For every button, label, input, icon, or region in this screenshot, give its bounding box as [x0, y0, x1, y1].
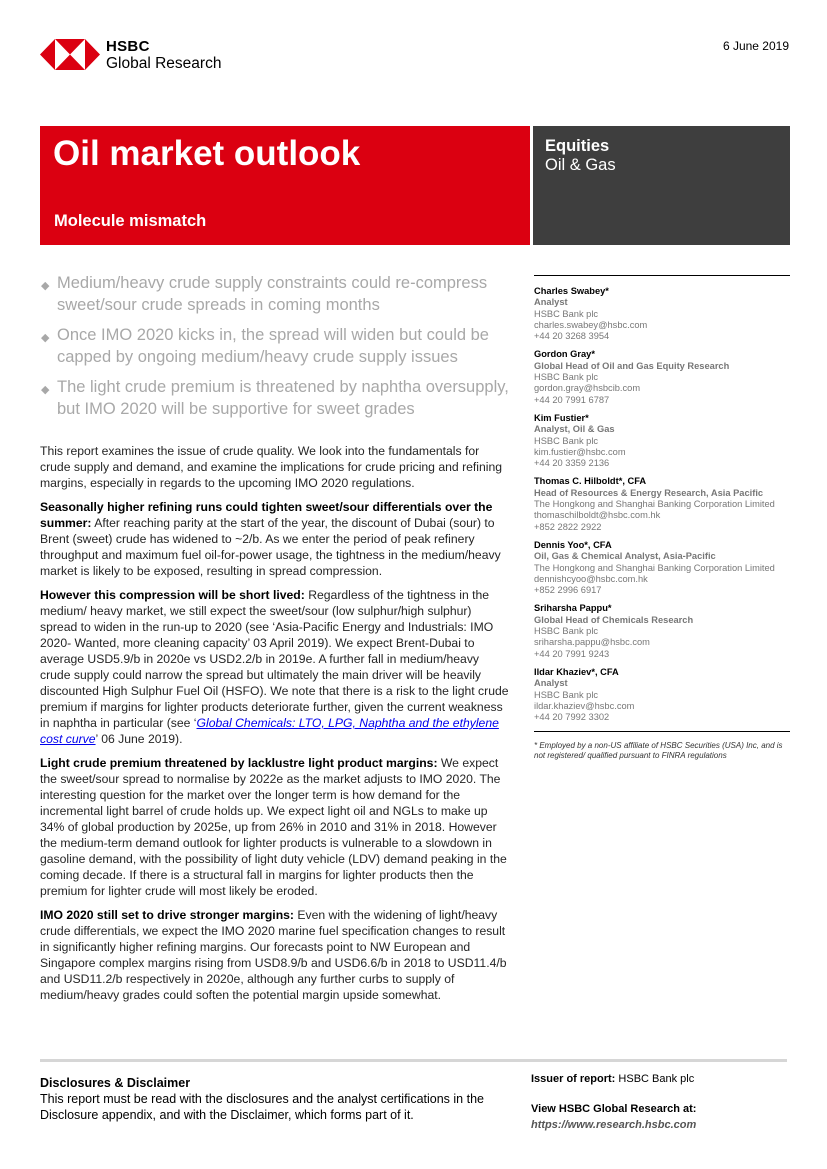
analyst-role: Oil, Gas & Chemical Analyst, Asia-Pacific: [534, 551, 716, 562]
analyst-entry: [534, 286, 790, 342]
diamond-bullet-icon: ◆: [41, 384, 50, 396]
analyst-name: Ildar Khaziev*, CFA: [534, 666, 619, 677]
analyst-entry: [534, 413, 790, 469]
analyst-name: Dennis Yoo*, CFA: [534, 539, 612, 550]
disclosures-block: [40, 1075, 520, 1123]
analyst-phone: +852 2822 2922: [534, 521, 602, 532]
analyst-org: HSBC Bank plc: [534, 435, 599, 446]
analyst-phone: +44 20 3359 2136: [534, 458, 610, 469]
title-banner: [40, 126, 530, 245]
hsbc-hexagon-icon: [40, 39, 100, 70]
analyst-email[interactable]: charles.swabey@hsbc.com: [534, 319, 648, 330]
report-title: Oil market outlook: [53, 134, 361, 173]
analyst-entry: [534, 667, 790, 723]
analyst-org: The Hongkong and Shanghai Banking Corporation Limited: [534, 499, 775, 510]
analyst-phone: +852 2996 6917: [534, 585, 602, 596]
disclosures-text: This report must be read with the disclosures and the analyst certifications in the Disclosure appendix, and with the Disclaimer, which forms part of it.: [40, 1092, 484, 1122]
brand-name: HSBC: [106, 38, 150, 55]
employment-footnote: * Employed by a non-US affiliate of HSBC Securities (USA) Inc, and is not registered/ qualified pursuant to FINRA regulations: [534, 731, 790, 761]
analyst-email[interactable]: sriharsha.pappu@hsbc.com: [534, 637, 650, 648]
analyst-org: HSBC Bank plc: [534, 308, 599, 319]
analyst-list: [534, 275, 790, 761]
analyst-role: Analyst: [534, 297, 568, 308]
brand-unit: Global Research: [106, 55, 222, 72]
report-subtitle: Molecule mismatch: [54, 212, 207, 230]
key-point: ◆ The light crude premium is threatened by naphtha oversupply, but IMO 2020 will be supportive for sweet grades: [41, 378, 509, 418]
analyst-name: Gordon Gray*: [534, 349, 595, 360]
analyst-org: HSBC Bank plc: [534, 372, 599, 383]
analyst-role: Global Head of Oil and Gas Equity Research: [534, 360, 730, 371]
intro-paragraph: This report examines the issue of crude quality. We look into the fundamentals for crude supply and demand, and examine the implications for crude pricing and refining margins, especially in regards to the upcoming IMO 2020 regulations.: [40, 444, 503, 490]
analyst-email[interactable]: ildar.khaziev@hsbc.com: [534, 700, 635, 711]
issuer-label: Issuer of report:: [531, 1073, 616, 1085]
sector-name: Oil & Gas: [545, 156, 616, 174]
analyst-name: Sriharsha Pappu*: [534, 603, 612, 614]
analyst-email[interactable]: dennishcyoo@hsbc.com.hk: [534, 573, 648, 584]
analyst-phone: +44 20 3268 3954: [534, 331, 610, 342]
analyst-name: Kim Fustier*: [534, 412, 589, 423]
issuer-line: [531, 1073, 694, 1085]
analyst-role: Global Head of Chemicals Research: [534, 614, 694, 625]
report-date: 6 June 2019: [722, 39, 789, 53]
analyst-email[interactable]: kim.fustier@hsbc.com: [534, 446, 626, 457]
key-point: ◆ Once IMO 2020 kicks in, the spread will widen but could be capped by ongoing medium/heavy crude supply issues: [41, 326, 489, 366]
footer-divider: [40, 1059, 787, 1062]
research-url-link[interactable]: https://www.research.hsbc.com: [531, 1119, 697, 1131]
hsbc-logo: [40, 38, 240, 74]
analyst-phone: +44 20 7991 6787: [534, 394, 610, 405]
sector-category: Equities: [545, 137, 610, 155]
analyst-role: Head of Resources & Energy Research, Asia Pacific: [534, 487, 764, 498]
paragraph: However this compression will be short lived: Regardless of the tightness in the medium/ heavy market, we still expect the sweet/sour (low sulphur/high sulphur) spread to widen in the run-up to 2020 (see ‘Asia-Pacific Energy and Industrials: IMO 2020- Wanted, more cleaning capacity’ 03 April 2019). We expect Brent-Dubai to average USD5.9/b in 2020e vs USD2.2/b in 2019e. A further fall in medium/heavy crude supply could narrow the spread but ultimately the main driver will be heavily discounted High Sulphur Fuel Oil (HSFO). We note that there is a risk to the light crude premium if margins for lighter products deteriorate further, given the current weakness in naphtha in particular (see ‘Global Chemicals: LTO, LPG, Naphtha and the ethylene cost curve’ 06 June 2019).: [40, 588, 509, 746]
diamond-bullet-icon: ◆: [41, 280, 50, 292]
issuer-value: HSBC Bank plc: [615, 1073, 695, 1085]
key-point: ◆ Medium/heavy crude supply constraints could re-compress sweet/sour crude spreads in coming months: [41, 274, 488, 314]
analyst-role: Analyst: [534, 678, 568, 689]
report-link[interactable]: Global Chemicals: LTO, LPG, Naphtha and the ethylene cost curve: [40, 716, 499, 746]
analyst-entry: [534, 349, 790, 405]
analyst-entry: [534, 603, 790, 659]
diamond-bullet-icon: ◆: [41, 332, 50, 344]
research-site: [531, 1101, 696, 1133]
analyst-phone: +44 20 7992 3302: [534, 712, 610, 723]
analyst-org: The Hongkong and Shanghai Banking Corporation Limited: [534, 562, 775, 573]
analyst-name: Thomas C. Hilboldt*, CFA: [534, 476, 647, 487]
analyst-email[interactable]: gordon.gray@hsbcib.com: [534, 383, 641, 394]
report-body: [40, 443, 512, 1011]
paragraph: IMO 2020 still set to drive stronger margins: Even with the widening of light/heavy crude differentials, we expect the IMO 2020 marine fuel specification changes to result in significantly higher refining margins. Our forecasts point to NW European and Singapore complex margins rising from USD8.9/b and USD6.6/b in 2018 to USD11.4/b and USD11.2/b respectively in 2020e, although any further curbs to supply of medium/heavy grades could soften the potential margin upside somewhat.: [40, 908, 507, 1002]
analyst-entry: [534, 476, 790, 532]
analyst-entry: [534, 540, 790, 596]
analyst-org: HSBC Bank plc: [534, 626, 599, 637]
analyst-org: HSBC Bank plc: [534, 689, 599, 700]
paragraph: Seasonally higher refining runs could tighten sweet/sour differentials over the summer: After reaching parity at the start of the year, the discount of Dubai (sour) to Brent (sweet) crude has widened to ~2/b. As we enter the period of peak refinery throughput and maximum fuel oil-for-power usage, the tightness in the medium/heavy market is likely to be exposed, resulting in spread compression.: [40, 500, 501, 578]
analyst-role: Analyst, Oil & Gas: [534, 424, 615, 435]
paragraph: Light crude premium threatened by lacklustre light product margins: We expect the sweet/sour spread to normalise by 2022e as the market adjusts to IMO 2020. The interesting question for the market over the longer term is how demand for the incremental light barrel of crude holds up. We expect light oil and NGLs to make up 34% of global production by 2025e, up from 26% in 2010 and 31% in 2018. However the medium-term demand outlook for lighter products is vulnerable to a slowdown in gasoline demand, with the possibility of light duty vehicle (LDV) demand peaking in the coming decade. If there is a structural fall in margins for lighter products then the premium for lighter crude will most likely be eroded.: [40, 756, 507, 898]
key-points: [40, 272, 515, 428]
analyst-phone: +44 20 7991 9243: [534, 648, 610, 659]
analyst-email[interactable]: thomaschilboldt@hsbc.com.hk: [534, 510, 661, 521]
disclosures-heading: Disclosures & Disclaimer: [40, 1076, 191, 1090]
analyst-name: Charles Swabey*: [534, 286, 609, 296]
sector-box: [533, 126, 790, 245]
view-label: View HSBC Global Research at:: [531, 1103, 697, 1115]
